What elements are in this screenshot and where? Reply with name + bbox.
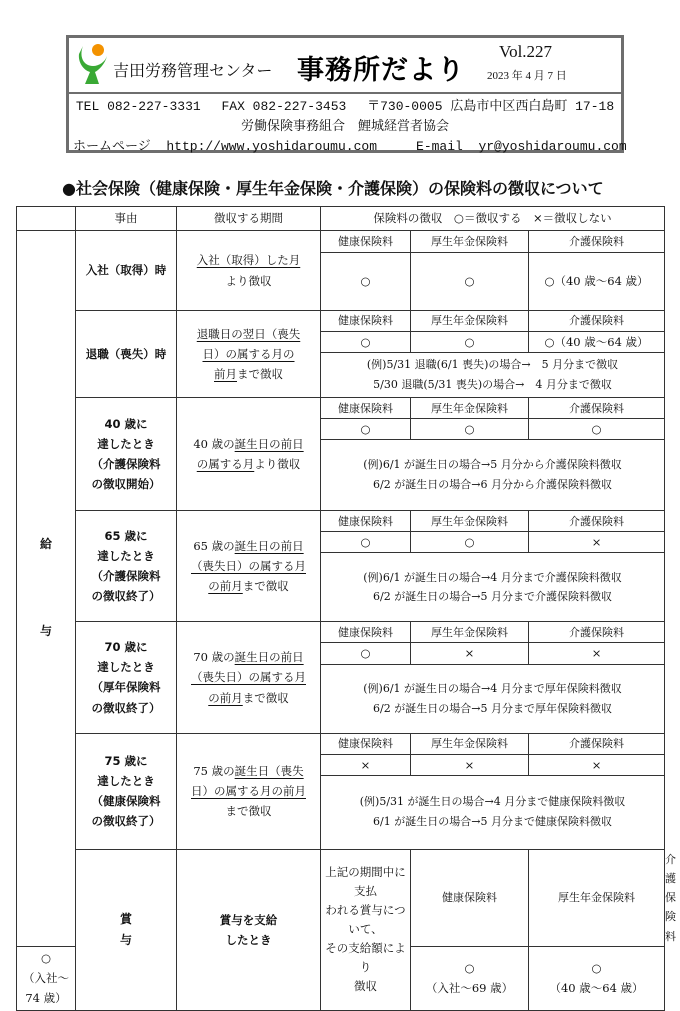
- reason-cell: [76, 511, 177, 622]
- example-text: 6/2 が誕生日の場合→6 月分から介護保険料徴収: [373, 478, 612, 492]
- reason-text: の徴収終了）: [91, 700, 161, 715]
- mark-health: [17, 946, 76, 1010]
- period-text: より徴収: [225, 273, 272, 288]
- associations-line: 労働保険事務組合 鯉城経営者協会: [240, 119, 449, 134]
- mark-health: ○: [321, 643, 411, 664]
- mark-text: ○: [591, 961, 602, 976]
- period-text: （喪失日）の属する月: [191, 670, 306, 685]
- section-title: ●社会保険（健康保険・厚生年金保険・介護保険）の保険料の徴収について: [62, 179, 604, 198]
- period-cell: [177, 733, 321, 849]
- example-text: 6/1 が誕生日の場合→5 月分まで健康保険料徴収: [373, 815, 612, 829]
- period-text: 70 歳の: [193, 650, 235, 665]
- reason-cell: [177, 849, 321, 1010]
- table-row: [17, 733, 665, 754]
- type-care: 介護保険料: [529, 733, 665, 754]
- mark-care: [529, 946, 665, 1010]
- type-health: 健康保険料: [321, 398, 411, 419]
- homepage-link[interactable]: http://www.yoshidaroumu.com: [166, 139, 377, 154]
- mark-care: ×: [529, 643, 665, 664]
- reason-text: 70 歳に: [104, 640, 148, 655]
- period-text: より徴収: [254, 457, 301, 472]
- email-label: E-mail: [416, 139, 463, 154]
- reason-text: 達したとき: [97, 660, 155, 675]
- table-row: 賞 与 賞与を支給 したとき 上記の期間中に支払 われる賞与について、 その支給額により 徴収 健康保険料 厚生年金保険料 介護保険料: [17, 849, 665, 946]
- header-reason: 事由: [76, 207, 177, 231]
- issue-date: 2023 年 4 月 7 日: [487, 70, 567, 82]
- type-pension: 厚生年金保険料: [411, 511, 529, 532]
- reason-text: の徴収開始）: [91, 477, 161, 492]
- example-text: 6/2 が誕生日の場合→5 月分まで介護保険料徴収: [373, 590, 612, 604]
- email-link[interactable]: yr@yoshidaroumu.com: [478, 139, 627, 154]
- period-cell: [177, 622, 321, 733]
- reason-cell: 入社（取得）時: [76, 231, 177, 311]
- mark-text: ○: [464, 961, 475, 976]
- type-care: 介護保険料: [529, 311, 665, 332]
- mark-health: ○: [321, 419, 411, 440]
- mark-health: ×: [321, 754, 411, 775]
- period-text: 誕生日の前日: [234, 650, 304, 665]
- period-text: その支給額により: [325, 941, 406, 975]
- homepage-label: ホームページ: [73, 139, 151, 154]
- group-bonus: [76, 849, 177, 1010]
- period-cell: [177, 398, 321, 511]
- range-text: （入社～74 歳）: [23, 971, 69, 1006]
- example-text: (例)6/1 が誕生日の場合→4 月分まで介護保険料徴収: [363, 570, 622, 584]
- mark-text: ○: [40, 951, 52, 966]
- newsletter-header: [66, 35, 627, 154]
- mark-pension: ×: [411, 643, 529, 664]
- table-row: [17, 231, 665, 253]
- type-pension: 厚生年金保険料: [411, 231, 529, 253]
- type-pension: 厚生年金保険料: [411, 398, 529, 419]
- period-text: まで徴収: [242, 579, 289, 594]
- mark-health: ○: [321, 532, 411, 553]
- example-text: 6/2 が誕生日の場合→5 月分まで厚年保険料徴収: [373, 701, 612, 715]
- example-text: (例)5/31 が誕生日の場合→4 月分まで健康保険料徴収: [359, 795, 626, 809]
- organization-name: 吉田労務管理センター: [113, 61, 273, 80]
- period-text: の前月: [208, 690, 243, 705]
- reason-text: （健康保険料: [91, 794, 161, 809]
- period-text: まで徴収: [237, 367, 283, 382]
- period-text: 75 歳の: [193, 763, 235, 778]
- table-row: [17, 622, 665, 643]
- period-text: 日）の属する月の前月: [191, 784, 306, 798]
- type-health: 健康保険料: [321, 231, 411, 253]
- contact-line: TEL 082-227-3331 FAX 082-227-3453 〒730-0005 広島市中区西白島町 17-18: [75, 99, 615, 114]
- reason-text: したとき: [225, 932, 272, 947]
- mark-pension: ×: [411, 754, 529, 775]
- type-health: 健康保険料: [321, 733, 411, 754]
- header-period: 徴収する期間: [177, 207, 321, 231]
- period-text: の前月: [208, 579, 243, 594]
- logo-icon: [77, 42, 111, 86]
- reason-text: 達したとき: [97, 437, 155, 452]
- period-cell: [177, 231, 321, 311]
- example-cell: [321, 353, 665, 398]
- table-row: [17, 511, 665, 532]
- period-text: 徴収: [354, 979, 377, 994]
- example-cell: [321, 553, 665, 622]
- newsletter-title: 事務所だより: [297, 55, 465, 86]
- example-text: (例)5/31 退職(6/1 喪失)の場合→ 5 月分まで徴収: [366, 358, 619, 372]
- group-salary: [17, 231, 76, 947]
- period-cell: [177, 311, 321, 398]
- period-text: 日）の属する月の: [202, 347, 295, 361]
- reason-text: 賞与を支給: [219, 912, 278, 927]
- period-cell: [321, 849, 411, 1010]
- premium-collection-table: [16, 206, 677, 1011]
- example-text: 5/30 退職(5/31 喪失)の場合→ 4 月分まで徴収: [373, 378, 612, 392]
- example-cell: [321, 664, 665, 733]
- period-text: 65 歳の: [193, 539, 235, 554]
- period-text: 上記の期間中に支払: [325, 865, 406, 899]
- header-blank: [17, 207, 76, 231]
- mark-health: ○: [321, 253, 411, 311]
- reason-cell: [76, 398, 177, 511]
- range-text: （入社～69 歳）: [425, 981, 514, 996]
- period-text: 入社（取得）した月: [196, 253, 301, 268]
- reason-text: （厚年保険料: [91, 680, 161, 695]
- type-pension: 厚生年金保険料: [529, 849, 665, 946]
- header-collection: 保険料の徴収 ○＝徴収する ×＝徴収しない: [321, 207, 665, 231]
- type-health: 健康保険料: [411, 849, 529, 946]
- reason-text: の徴収終了）: [91, 589, 161, 604]
- period-text: まで徴収: [242, 690, 289, 705]
- period-text: 退職日の翌日（喪失: [196, 326, 301, 341]
- web-line: [73, 135, 627, 154]
- header-top: [69, 38, 621, 94]
- type-care: 介護保険料: [529, 231, 665, 253]
- group-salary-char1: 給: [39, 537, 52, 552]
- period-text: 前月: [214, 367, 237, 382]
- table-row: [17, 311, 665, 332]
- period-text: まで徴収: [225, 804, 272, 819]
- reason-text: 75 歳に: [104, 753, 148, 768]
- mark-pension: ○: [411, 332, 529, 353]
- period-text: 誕生日の前日: [234, 437, 304, 452]
- mark-care: ×: [529, 754, 665, 775]
- reason-text: の徴収終了）: [91, 814, 161, 829]
- reason-text: （介護保険料: [91, 457, 161, 472]
- mark-pension: ○: [411, 419, 529, 440]
- group-bonus-char1: 賞: [119, 911, 132, 926]
- type-pension: 厚生年金保険料: [411, 622, 529, 643]
- mark-care: ○（40 歳～64 歳）: [529, 332, 665, 353]
- reason-cell: [76, 733, 177, 849]
- reason-cell: 退職（喪失）時: [76, 311, 177, 398]
- period-text: 誕生日（喪失: [234, 763, 304, 778]
- type-health: 健康保険料: [321, 511, 411, 532]
- example-text: (例)6/1 が誕生日の場合→5 月分から介護保険料徴収: [363, 458, 622, 472]
- mark-health: ○: [321, 332, 411, 353]
- mark-pension: [411, 946, 529, 1010]
- table-header-row: [17, 207, 665, 231]
- group-bonus-char2: 与: [119, 932, 132, 947]
- reason-text: 40 歳に: [104, 416, 148, 431]
- type-pension: 厚生年金保険料: [411, 733, 529, 754]
- mark-care: ○（40 歳～64 歳）: [529, 253, 665, 311]
- reason-text: （介護保険料: [91, 569, 161, 584]
- period-text: 誕生日の前日: [234, 539, 304, 554]
- example-text: (例)6/1 が誕生日の場合→4 月分まで厚年保険料徴収: [363, 681, 622, 695]
- example-cell: [321, 440, 665, 511]
- period-text: われる賞与について、: [325, 903, 406, 937]
- group-salary-char2: 与: [39, 624, 52, 639]
- period-text: 40 歳の: [193, 437, 235, 452]
- type-pension: 厚生年金保険料: [411, 311, 529, 332]
- type-care: 介護保険料: [529, 511, 665, 532]
- example-cell: [321, 775, 665, 849]
- type-care: 介護保険料: [529, 398, 665, 419]
- type-health: 健康保険料: [321, 622, 411, 643]
- period-text: （喪失日）の属する月: [191, 559, 306, 574]
- type-health: 健康保険料: [321, 311, 411, 332]
- type-care: 介護保険料: [529, 622, 665, 643]
- reason-text: 達したとき: [97, 773, 155, 788]
- reason-text: 65 歳に: [104, 529, 148, 544]
- period-text: の属する月: [196, 457, 255, 472]
- volume-number: Vol.227: [499, 42, 553, 61]
- mark-pension: ○: [411, 532, 529, 553]
- reason-cell: [76, 622, 177, 733]
- mark-care: ×: [529, 532, 665, 553]
- mark-pension: ○: [411, 253, 529, 311]
- mark-care: ○: [529, 419, 665, 440]
- table-row: [17, 398, 665, 419]
- period-cell: [177, 511, 321, 622]
- range-text: （40 歳～64 歳）: [549, 981, 644, 996]
- reason-text: 達したとき: [97, 549, 155, 564]
